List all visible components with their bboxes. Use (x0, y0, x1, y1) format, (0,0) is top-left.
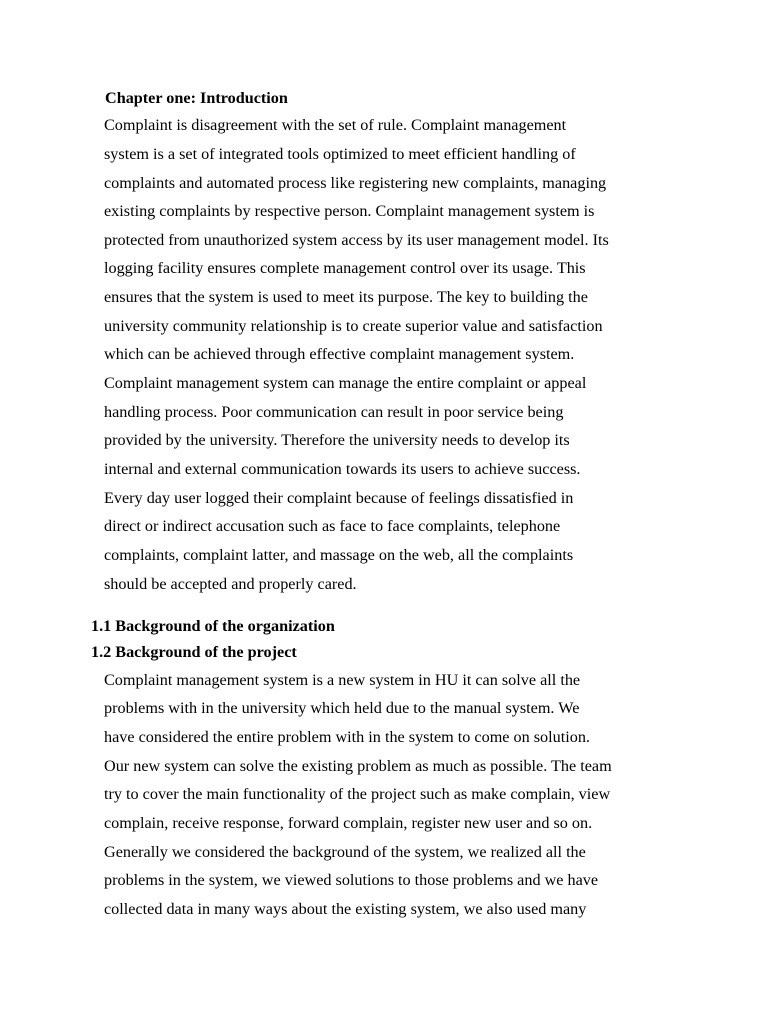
intro-line: handling process. Poor communication can result in poor service being (104, 403, 564, 421)
intro-line: internal and external communication towards its users to achieve success. (104, 460, 581, 478)
intro-line: Every day user logged their complaint because of feelings dissatisfied in (104, 489, 574, 507)
project-line: have considered the entire problem with in the system to come on solution. (104, 728, 590, 746)
intro-line: should be accepted and properly cared. (104, 575, 357, 593)
intro-line: existing complaints by respective person. Complaint management system is (104, 202, 595, 220)
project-line: try to cover the main functionality of the project such as make complain, view (104, 785, 611, 803)
project-line: collected data in many ways about the existing system, we also used many (104, 900, 587, 918)
project-line: problems with in the university which held due to the manual system. We (104, 699, 580, 717)
intro-line: complaints and automated process like registering new complaints, managing (104, 174, 607, 192)
section-1-2-heading: 1.2 Background of the project (91, 643, 297, 661)
intro-line: which can be achieved through effective complaint management system. (104, 345, 575, 363)
intro-line: ensures that the system is used to meet its purpose. The key to building the (104, 288, 588, 306)
project-line: Generally we considered the background of the system, we realized all the (104, 843, 586, 861)
intro-line: Complaint management system can manage the entire complaint or appeal (104, 374, 587, 392)
intro-line: complaints, complaint latter, and massage on the web, all the complaints (104, 546, 574, 564)
intro-line: Complaint is disagreement with the set of rule. Complaint management (104, 116, 567, 134)
chapter-heading: Chapter one: Introduction (105, 89, 288, 107)
intro-line: protected from unauthorized system access by its user management model. Its (104, 231, 609, 249)
project-line: Complaint management system is a new system in HU it can solve all the (104, 671, 581, 689)
intro-line: university community relationship is to create superior value and satisfaction (104, 317, 603, 335)
intro-line: logging facility ensures complete management control over its usage. This (104, 259, 586, 277)
project-line: Our new system can solve the existing problem as much as possible. The team (104, 757, 612, 775)
section-1-1-heading: 1.1 Background of the organization (91, 617, 335, 635)
project-line: problems in the system, we viewed solutions to those problems and we have (104, 871, 599, 889)
project-line: complain, receive response, forward complain, register new user and so on. (104, 814, 593, 832)
intro-line: system is a set of integrated tools optimized to meet efficient handling of (104, 145, 576, 163)
intro-line: provided by the university. Therefore the university needs to develop its (104, 431, 570, 449)
intro-line: direct or indirect accusation such as face to face complaints, telephone (104, 517, 561, 535)
